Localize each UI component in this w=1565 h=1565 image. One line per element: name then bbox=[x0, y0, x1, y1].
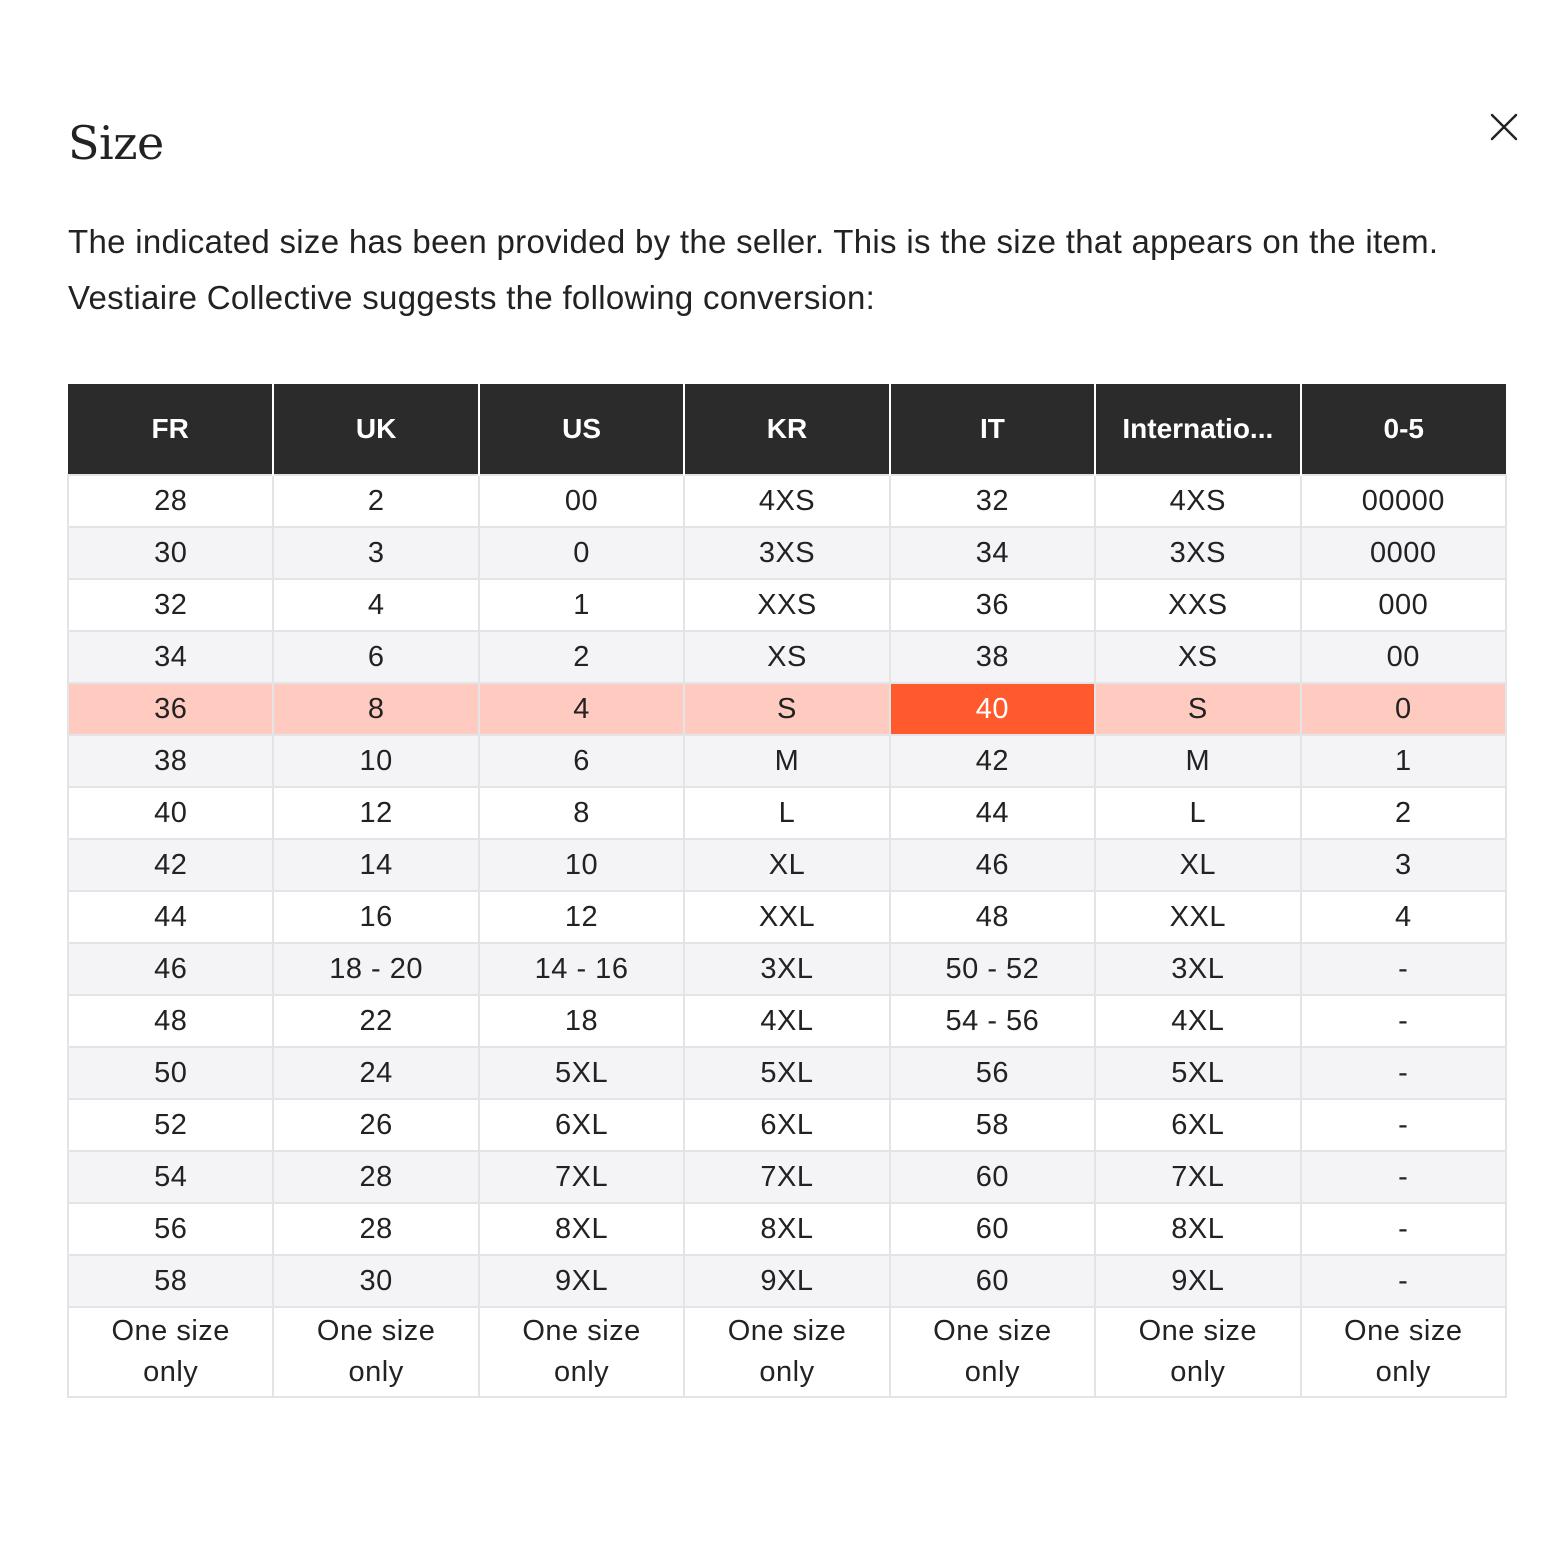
table-cell: 3XS bbox=[1095, 527, 1300, 579]
table-cell: 32 bbox=[890, 475, 1095, 527]
table-cell: XS bbox=[1095, 631, 1300, 683]
table-cell: 4XL bbox=[684, 995, 889, 1047]
table-cell: 14 bbox=[273, 839, 478, 891]
table-cell: 00000 bbox=[1301, 475, 1506, 527]
table-cell: 30 bbox=[68, 527, 273, 579]
table-cell: 12 bbox=[479, 891, 684, 943]
table-cell: 34 bbox=[890, 527, 1095, 579]
table-cell: XXL bbox=[1095, 891, 1300, 943]
table-cell: 8XL bbox=[479, 1203, 684, 1255]
table-body bbox=[68, 475, 1506, 1397]
table-row bbox=[68, 527, 1506, 579]
table-cell: 9XL bbox=[684, 1255, 889, 1307]
table-cell: 56 bbox=[890, 1047, 1095, 1099]
table-cell: - bbox=[1301, 1151, 1506, 1203]
table-cell: One size only bbox=[479, 1307, 684, 1397]
table-cell: 12 bbox=[273, 787, 478, 839]
table-cell: 22 bbox=[273, 995, 478, 1047]
table-cell: 6XL bbox=[479, 1099, 684, 1151]
table-cell: 10 bbox=[479, 839, 684, 891]
table-row bbox=[68, 891, 1506, 943]
table-cell: 48 bbox=[68, 995, 273, 1047]
table-cell: 60 bbox=[890, 1203, 1095, 1255]
table-cell: - bbox=[1301, 1255, 1506, 1307]
table-cell: XL bbox=[684, 839, 889, 891]
selected-size-cell: 40 bbox=[890, 683, 1095, 735]
table-cell: One size only bbox=[68, 1307, 273, 1397]
table-row bbox=[68, 1307, 1506, 1397]
table-cell: 50 - 52 bbox=[890, 943, 1095, 995]
table-cell: XXS bbox=[684, 579, 889, 631]
table-cell: 54 - 56 bbox=[890, 995, 1095, 1047]
table-cell: 4XS bbox=[1095, 475, 1300, 527]
table-cell: L bbox=[1095, 787, 1300, 839]
table-cell: - bbox=[1301, 1099, 1506, 1151]
table-cell: 38 bbox=[890, 631, 1095, 683]
table-row bbox=[68, 1203, 1506, 1255]
table-cell: 6XL bbox=[1095, 1099, 1300, 1151]
table-cell: 9XL bbox=[479, 1255, 684, 1307]
table-cell: 56 bbox=[68, 1203, 273, 1255]
size-conversion-table bbox=[67, 384, 1507, 1398]
table-cell: - bbox=[1301, 995, 1506, 1047]
table-cell: 10 bbox=[273, 735, 478, 787]
table-row bbox=[68, 1047, 1506, 1099]
table-cell: 3XL bbox=[684, 943, 889, 995]
table-cell: 26 bbox=[273, 1099, 478, 1151]
table-cell: 28 bbox=[68, 475, 273, 527]
table-cell: 38 bbox=[68, 735, 273, 787]
table-cell: 46 bbox=[68, 943, 273, 995]
column-header-4: IT bbox=[890, 384, 1095, 475]
close-icon bbox=[1484, 107, 1524, 147]
table-row bbox=[68, 735, 1506, 787]
column-header-6: 0-5 bbox=[1301, 384, 1506, 475]
table-cell: 42 bbox=[890, 735, 1095, 787]
table-cell: 2 bbox=[273, 475, 478, 527]
table-cell: 18 bbox=[479, 995, 684, 1047]
table-cell: 16 bbox=[273, 891, 478, 943]
column-header-2: US bbox=[479, 384, 684, 475]
table-cell: 0 bbox=[479, 527, 684, 579]
table-cell: 30 bbox=[273, 1255, 478, 1307]
table-cell: 5XL bbox=[684, 1047, 889, 1099]
table-cell: One size only bbox=[273, 1307, 478, 1397]
table-cell: 28 bbox=[273, 1203, 478, 1255]
table-cell: 7XL bbox=[479, 1151, 684, 1203]
table-cell: One size only bbox=[1095, 1307, 1300, 1397]
table-cell: 4XS bbox=[684, 475, 889, 527]
table-row-selected bbox=[68, 683, 1506, 735]
table-cell: L bbox=[684, 787, 889, 839]
table-row bbox=[68, 839, 1506, 891]
table-cell: 44 bbox=[890, 787, 1095, 839]
table-row bbox=[68, 579, 1506, 631]
table-cell: One size only bbox=[684, 1307, 889, 1397]
table-cell: XXS bbox=[1095, 579, 1300, 631]
modal-description: The indicated size has been provided by the seller. This is the size that appears on the item. Vestiaire Collective suggests the following conversion: bbox=[68, 223, 1439, 316]
table-cell: 00 bbox=[1301, 631, 1506, 683]
table-cell: 5XL bbox=[1095, 1047, 1300, 1099]
table-header-row bbox=[68, 384, 1506, 475]
table-cell: 50 bbox=[68, 1047, 273, 1099]
column-header-3: KR bbox=[684, 384, 889, 475]
table-cell: 60 bbox=[890, 1255, 1095, 1307]
table-row bbox=[68, 1255, 1506, 1307]
table-cell: 8 bbox=[273, 683, 478, 735]
table-cell: 000 bbox=[1301, 579, 1506, 631]
table-cell: 3 bbox=[273, 527, 478, 579]
table-cell: 42 bbox=[68, 839, 273, 891]
table-row bbox=[68, 943, 1506, 995]
table-row bbox=[68, 1151, 1506, 1203]
table-cell: 7XL bbox=[684, 1151, 889, 1203]
table-cell: 5XL bbox=[479, 1047, 684, 1099]
table-cell: 28 bbox=[273, 1151, 478, 1203]
table-cell: 8 bbox=[479, 787, 684, 839]
table-cell: S bbox=[1095, 683, 1300, 735]
table-cell: 1 bbox=[1301, 735, 1506, 787]
table-cell: 60 bbox=[890, 1151, 1095, 1203]
table-cell: S bbox=[684, 683, 889, 735]
table-cell: One size only bbox=[1301, 1307, 1506, 1397]
table-cell: 0000 bbox=[1301, 527, 1506, 579]
table-cell: One size only bbox=[890, 1307, 1095, 1397]
table-cell: 4 bbox=[273, 579, 478, 631]
table-row bbox=[68, 631, 1506, 683]
table-cell: 32 bbox=[68, 579, 273, 631]
table-cell: 58 bbox=[68, 1255, 273, 1307]
table-cell: 1 bbox=[479, 579, 684, 631]
table-cell: 48 bbox=[890, 891, 1095, 943]
table-row bbox=[68, 475, 1506, 527]
table-cell: M bbox=[1095, 735, 1300, 787]
table-cell: 9XL bbox=[1095, 1255, 1300, 1307]
table-cell: 0 bbox=[1301, 683, 1506, 735]
column-header-1: UK bbox=[273, 384, 478, 475]
table-cell: 3 bbox=[1301, 839, 1506, 891]
table-cell: 36 bbox=[890, 579, 1095, 631]
table-cell: XS bbox=[684, 631, 889, 683]
table-row bbox=[68, 995, 1506, 1047]
table-cell: 18 - 20 bbox=[273, 943, 478, 995]
table-row bbox=[68, 787, 1506, 839]
column-header-0: FR bbox=[68, 384, 273, 475]
modal-title: Size bbox=[68, 116, 164, 170]
table-cell: 8XL bbox=[1095, 1203, 1300, 1255]
table-cell: 3XS bbox=[684, 527, 889, 579]
table-cell: 52 bbox=[68, 1099, 273, 1151]
table-cell: 4XL bbox=[1095, 995, 1300, 1047]
table-row bbox=[68, 1099, 1506, 1151]
table-cell: 24 bbox=[273, 1047, 478, 1099]
table-cell: 4 bbox=[1301, 891, 1506, 943]
close-button[interactable] bbox=[1484, 107, 1524, 147]
table-cell: 6 bbox=[479, 735, 684, 787]
table-cell: 54 bbox=[68, 1151, 273, 1203]
table-cell: - bbox=[1301, 1203, 1506, 1255]
table-cell: XL bbox=[1095, 839, 1300, 891]
table-cell: 34 bbox=[68, 631, 273, 683]
table-cell: 44 bbox=[68, 891, 273, 943]
table-cell: 46 bbox=[890, 839, 1095, 891]
table-cell: - bbox=[1301, 943, 1506, 995]
table-cell: 3XL bbox=[1095, 943, 1300, 995]
table-cell: 2 bbox=[1301, 787, 1506, 839]
table-cell: 6 bbox=[273, 631, 478, 683]
table-cell: 58 bbox=[890, 1099, 1095, 1151]
table-cell: 8XL bbox=[684, 1203, 889, 1255]
table-cell: 14 - 16 bbox=[479, 943, 684, 995]
table-cell: 00 bbox=[479, 475, 684, 527]
table-cell: 6XL bbox=[684, 1099, 889, 1151]
table-cell: M bbox=[684, 735, 889, 787]
table-cell: XXL bbox=[684, 891, 889, 943]
table-cell: 40 bbox=[68, 787, 273, 839]
table-cell: 2 bbox=[479, 631, 684, 683]
table-cell: 7XL bbox=[1095, 1151, 1300, 1203]
column-header-5: Internatio... bbox=[1095, 384, 1300, 475]
table-cell: 36 bbox=[68, 683, 273, 735]
table-cell: - bbox=[1301, 1047, 1506, 1099]
table-cell: 4 bbox=[479, 683, 684, 735]
